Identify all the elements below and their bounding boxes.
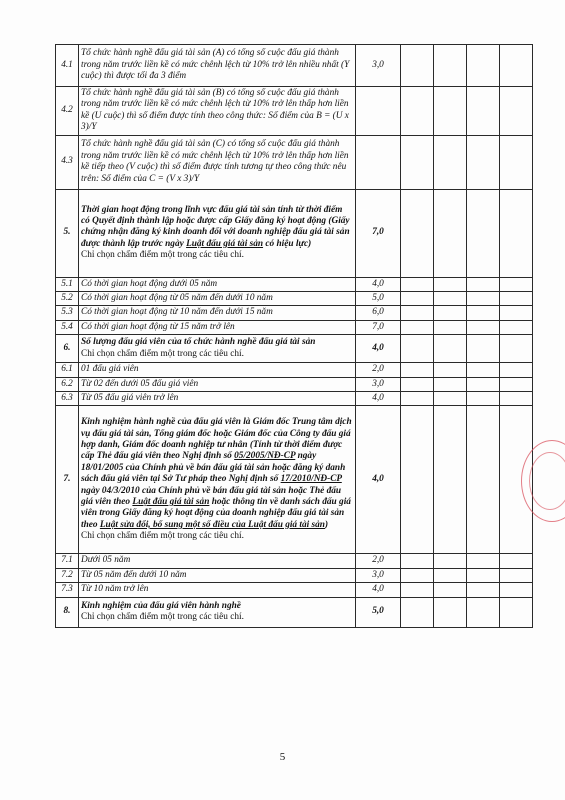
criterion-number: 6.	[56, 335, 79, 363]
max-score: 2,0	[356, 554, 401, 568]
empty-score-cell	[467, 45, 500, 87]
criterion-text-segment: Tổ chức hành nghề đấu giá tài sản (C) có tổng số cuộc đấu giá thành trong năm trước liền kề có mức chênh lệch từ 10% trở lên thấp hơn liền kề tiếp theo (V cuộc) thì số điểm được tính tương tự theo công thức nêu trên: Số điểm của C = (V x 3)/Y	[81, 139, 349, 184]
max-score: 5,0	[356, 292, 401, 306]
table-row	[56, 306, 533, 320]
criterion-number: 5.4	[56, 320, 79, 334]
empty-score-cell	[467, 597, 500, 627]
max-score: 3,0	[356, 377, 401, 391]
empty-score-cell	[434, 406, 467, 554]
empty-score-cell	[434, 320, 467, 334]
table-row	[56, 568, 533, 582]
criterion-text-segment: 05/2005/NĐ-CP	[234, 451, 296, 462]
empty-score-cell	[467, 568, 500, 582]
criterion-number: 7.2	[56, 568, 79, 582]
criterion-text	[79, 87, 356, 136]
criteria-table-body	[56, 45, 533, 628]
empty-score-cell	[500, 583, 533, 597]
empty-score-cell	[467, 583, 500, 597]
empty-score-cell	[500, 597, 533, 627]
empty-score-cell	[401, 320, 434, 334]
criterion-text-segment: 17/2010/NĐ-CP	[280, 474, 342, 485]
empty-score-cell	[434, 189, 467, 277]
criterion-number: 5.1	[56, 277, 79, 291]
criterion-text	[79, 583, 356, 597]
criterion-text-segment: Có thời gian hoạt động từ 10 năm đến dưới 15 năm	[81, 307, 273, 318]
empty-score-cell	[401, 554, 434, 568]
max-score: 4,0	[356, 277, 401, 291]
table-row	[56, 597, 533, 627]
table-row	[56, 189, 533, 277]
empty-score-cell	[500, 292, 533, 306]
criterion-number: 7.	[56, 406, 79, 554]
criterion-text-segment: Chỉ chọn chấm điểm một trong các tiêu chí.	[81, 348, 244, 359]
criterion-text-segment: Chỉ chọn chấm điểm một trong các tiêu chí.	[81, 250, 244, 261]
empty-score-cell	[500, 363, 533, 377]
max-score: 3,0	[356, 568, 401, 582]
empty-score-cell	[500, 568, 533, 582]
criterion-text	[79, 406, 356, 554]
criterion-text-segment: Thời gian hoạt động trong lĩnh vực đấu giá tài sản tính từ thời điểm có Quyết định thành lập hoặc được cấp Giấy đăng ký hoạt động (Giấy chứng nhận đăng ký kinh doanh đối với doanh nghiệp đấu giá tài sản được thành lập trước ngày	[81, 204, 350, 249]
criterion-number: 5.3	[56, 306, 79, 320]
criterion-text-segment: Có thời gian hoạt động dưới 05 năm	[81, 278, 218, 289]
criterion-number: 7.3	[56, 583, 79, 597]
empty-score-cell	[500, 135, 533, 189]
criterion-text-segment: 01 đấu giá viên	[81, 364, 139, 375]
criterion-text	[79, 320, 356, 334]
criterion-text-segment: hoặc thông tin về danh sách đấu giá viên trong Giấy đăng ký hoạt động của doanh nghiệp đấu giá tài sản theo	[81, 497, 351, 530]
empty-score-cell	[500, 320, 533, 334]
empty-score-cell	[500, 277, 533, 291]
empty-score-cell	[401, 277, 434, 291]
criterion-text	[79, 568, 356, 582]
empty-score-cell	[401, 583, 434, 597]
max-score: 7,0	[356, 189, 401, 277]
criterion-text-segment: Có thời gian hoạt động từ 05 năm đến dưới 10 năm	[81, 293, 273, 304]
page-number: 5	[279, 751, 286, 763]
table-row	[56, 135, 533, 189]
criterion-text	[79, 45, 356, 87]
empty-score-cell	[467, 392, 500, 406]
criterion-text-segment: Chỉ chọn chấm điểm một trong các tiêu chí.	[81, 612, 244, 623]
criterion-text-segment: Dưới 05 năm	[81, 555, 131, 566]
table-row	[56, 45, 533, 87]
max-score: 4,0	[356, 392, 401, 406]
table-row	[56, 320, 533, 334]
empty-score-cell	[434, 583, 467, 597]
criterion-text	[79, 189, 356, 277]
max-score	[356, 87, 401, 136]
criterion-text-segment: ngày 18/01/2005 của Chính phủ về bán đấu giá tài sản hoặc đăng ký danh sách đấu giá viên tại Sở Tư pháp theo Nghị định số	[81, 451, 346, 485]
empty-score-cell	[467, 406, 500, 554]
criterion-number: 4.2	[56, 87, 79, 136]
empty-score-cell	[434, 135, 467, 189]
criterion-text	[79, 292, 356, 306]
empty-score-cell	[434, 554, 467, 568]
empty-score-cell	[401, 406, 434, 554]
criterion-text-segment: ngày 04/3/2010 của Chính phủ về bán đấu giá tài sản hoặc Thẻ đấu giá viên theo	[81, 485, 342, 508]
criterion-text-segment: )	[324, 519, 329, 530]
criterion-number: 5.2	[56, 292, 79, 306]
empty-score-cell	[434, 306, 467, 320]
criterion-text-segment: Kinh nghiệm hành nghề của đấu giá viên là Giám đốc Trung tâm dịch vụ đấu giá tài sản, Tổng giám đốc hoặc Giám đốc của Công ty đấu giá hợp danh, Giám đốc doanh nghiệp tư nhân (Tính từ thời điểm được cấp Thẻ đấu giá viên theo Nghị định số	[81, 417, 352, 462]
criteria-table	[55, 44, 533, 628]
criterion-text-segment: Từ 05 năm đến dưới 10 năm	[81, 569, 187, 580]
criterion-number: 6.3	[56, 392, 79, 406]
empty-score-cell	[434, 87, 467, 136]
empty-score-cell	[500, 554, 533, 568]
empty-score-cell	[434, 377, 467, 391]
empty-score-cell	[467, 377, 500, 391]
max-score: 6,0	[356, 306, 401, 320]
empty-score-cell	[500, 377, 533, 391]
empty-score-cell	[500, 306, 533, 320]
max-score: 2,0	[356, 363, 401, 377]
empty-score-cell	[500, 45, 533, 87]
table-row	[56, 406, 533, 554]
empty-score-cell	[401, 306, 434, 320]
criterion-number: 4.3	[56, 135, 79, 189]
max-score	[356, 135, 401, 189]
empty-score-cell	[500, 189, 533, 277]
criterion-text	[79, 597, 356, 627]
max-score: 4,0	[356, 583, 401, 597]
empty-score-cell	[434, 363, 467, 377]
criterion-text	[79, 306, 356, 320]
criterion-number: 5.	[56, 189, 79, 277]
criterion-text	[79, 363, 356, 377]
max-score: 4,0	[356, 406, 401, 554]
table-row	[56, 277, 533, 291]
empty-score-cell	[401, 45, 434, 87]
empty-score-cell	[467, 87, 500, 136]
table-row	[56, 87, 533, 136]
criterion-text-segment: Tổ chức hành nghề đấu giá tài sản (B) có tổng số cuộc đấu giá thành trong năm trước liền kề có mức chênh lệch từ 10% trở lên thấp hơn liền kề (U cuộc) thì số điểm được tính theo công thức: Số điểm của B = (U x 3)/Y	[81, 88, 349, 133]
empty-score-cell	[434, 292, 467, 306]
table-row	[56, 363, 533, 377]
empty-score-cell	[401, 189, 434, 277]
criterion-text-segment: Luật đấu giá tài sản	[132, 497, 210, 508]
empty-score-cell	[434, 335, 467, 363]
criterion-text	[79, 335, 356, 363]
empty-score-cell	[401, 597, 434, 627]
empty-score-cell	[467, 189, 500, 277]
empty-score-cell	[434, 277, 467, 291]
criterion-number: 6.1	[56, 363, 79, 377]
criterion-text	[79, 277, 356, 291]
table-row	[56, 335, 533, 363]
table-row	[56, 554, 533, 568]
empty-score-cell	[467, 306, 500, 320]
empty-score-cell	[434, 45, 467, 87]
empty-score-cell	[401, 87, 434, 136]
empty-score-cell	[467, 292, 500, 306]
table-row	[56, 392, 533, 406]
criterion-number: 8.	[56, 597, 79, 627]
criterion-text-segment: Từ 10 năm trở lên	[81, 584, 149, 595]
criterion-text-segment: Có thời gian hoạt động từ 15 năm trở lên	[81, 321, 235, 332]
max-score: 4,0	[356, 335, 401, 363]
empty-score-cell	[401, 377, 434, 391]
empty-score-cell	[401, 363, 434, 377]
empty-score-cell	[401, 292, 434, 306]
criterion-text-segment: có hiệu lực)	[263, 238, 312, 249]
red-stamp-inner-ring	[529, 452, 565, 510]
criterion-text	[79, 392, 356, 406]
table-row	[56, 583, 533, 597]
criterion-text-segment: Số lượng đấu giá viên của tổ chức hành nghề đấu giá tài sản	[81, 337, 316, 348]
empty-score-cell	[401, 335, 434, 363]
empty-score-cell	[467, 320, 500, 334]
criterion-text-segment: Từ 05 đấu giá viên trở lên	[81, 393, 179, 404]
max-score: 7,0	[356, 320, 401, 334]
empty-score-cell	[467, 277, 500, 291]
empty-score-cell	[434, 597, 467, 627]
criterion-text	[79, 554, 356, 568]
table-row	[56, 377, 533, 391]
empty-score-cell	[467, 335, 500, 363]
empty-score-cell	[401, 392, 434, 406]
empty-score-cell	[467, 554, 500, 568]
criterion-text-segment: Tổ chức hành nghề đấu giá tài sản (A) có tổng số cuộc đấu giá thành trong năm trước liền kề có mức chênh lệch từ 10% trở lên nhiều nhất (Y cuộc) thì được tối đa 3 điểm	[81, 48, 350, 82]
table-row	[56, 292, 533, 306]
criterion-text-segment: Chỉ chọn chấm điểm một trong các tiêu chí.	[81, 531, 244, 542]
criterion-text	[79, 377, 356, 391]
max-score: 5,0	[356, 597, 401, 627]
criterion-text-segment: Luật sửa đổi, bổ sung một số điều của Luật đấu giá tài sản	[99, 519, 325, 530]
empty-score-cell	[401, 135, 434, 189]
empty-score-cell	[500, 335, 533, 363]
empty-score-cell	[500, 392, 533, 406]
empty-score-cell	[434, 568, 467, 582]
empty-score-cell	[467, 135, 500, 189]
empty-score-cell	[500, 87, 533, 136]
empty-score-cell	[401, 568, 434, 582]
criterion-number: 6.2	[56, 377, 79, 391]
max-score: 3,0	[356, 45, 401, 87]
empty-score-cell	[434, 392, 467, 406]
criterion-number: 7.1	[56, 554, 79, 568]
criterion-number: 4.1	[56, 45, 79, 87]
criterion-text	[79, 135, 356, 189]
empty-score-cell	[467, 363, 500, 377]
criterion-text-segment: Luật đấu giá tài sản	[186, 238, 264, 249]
criterion-text-segment: Kinh nghiệm của đấu giá viên hành nghề	[81, 600, 241, 611]
criterion-text-segment: Từ 02 đến dưới 05 đấu giá viên	[81, 378, 199, 389]
